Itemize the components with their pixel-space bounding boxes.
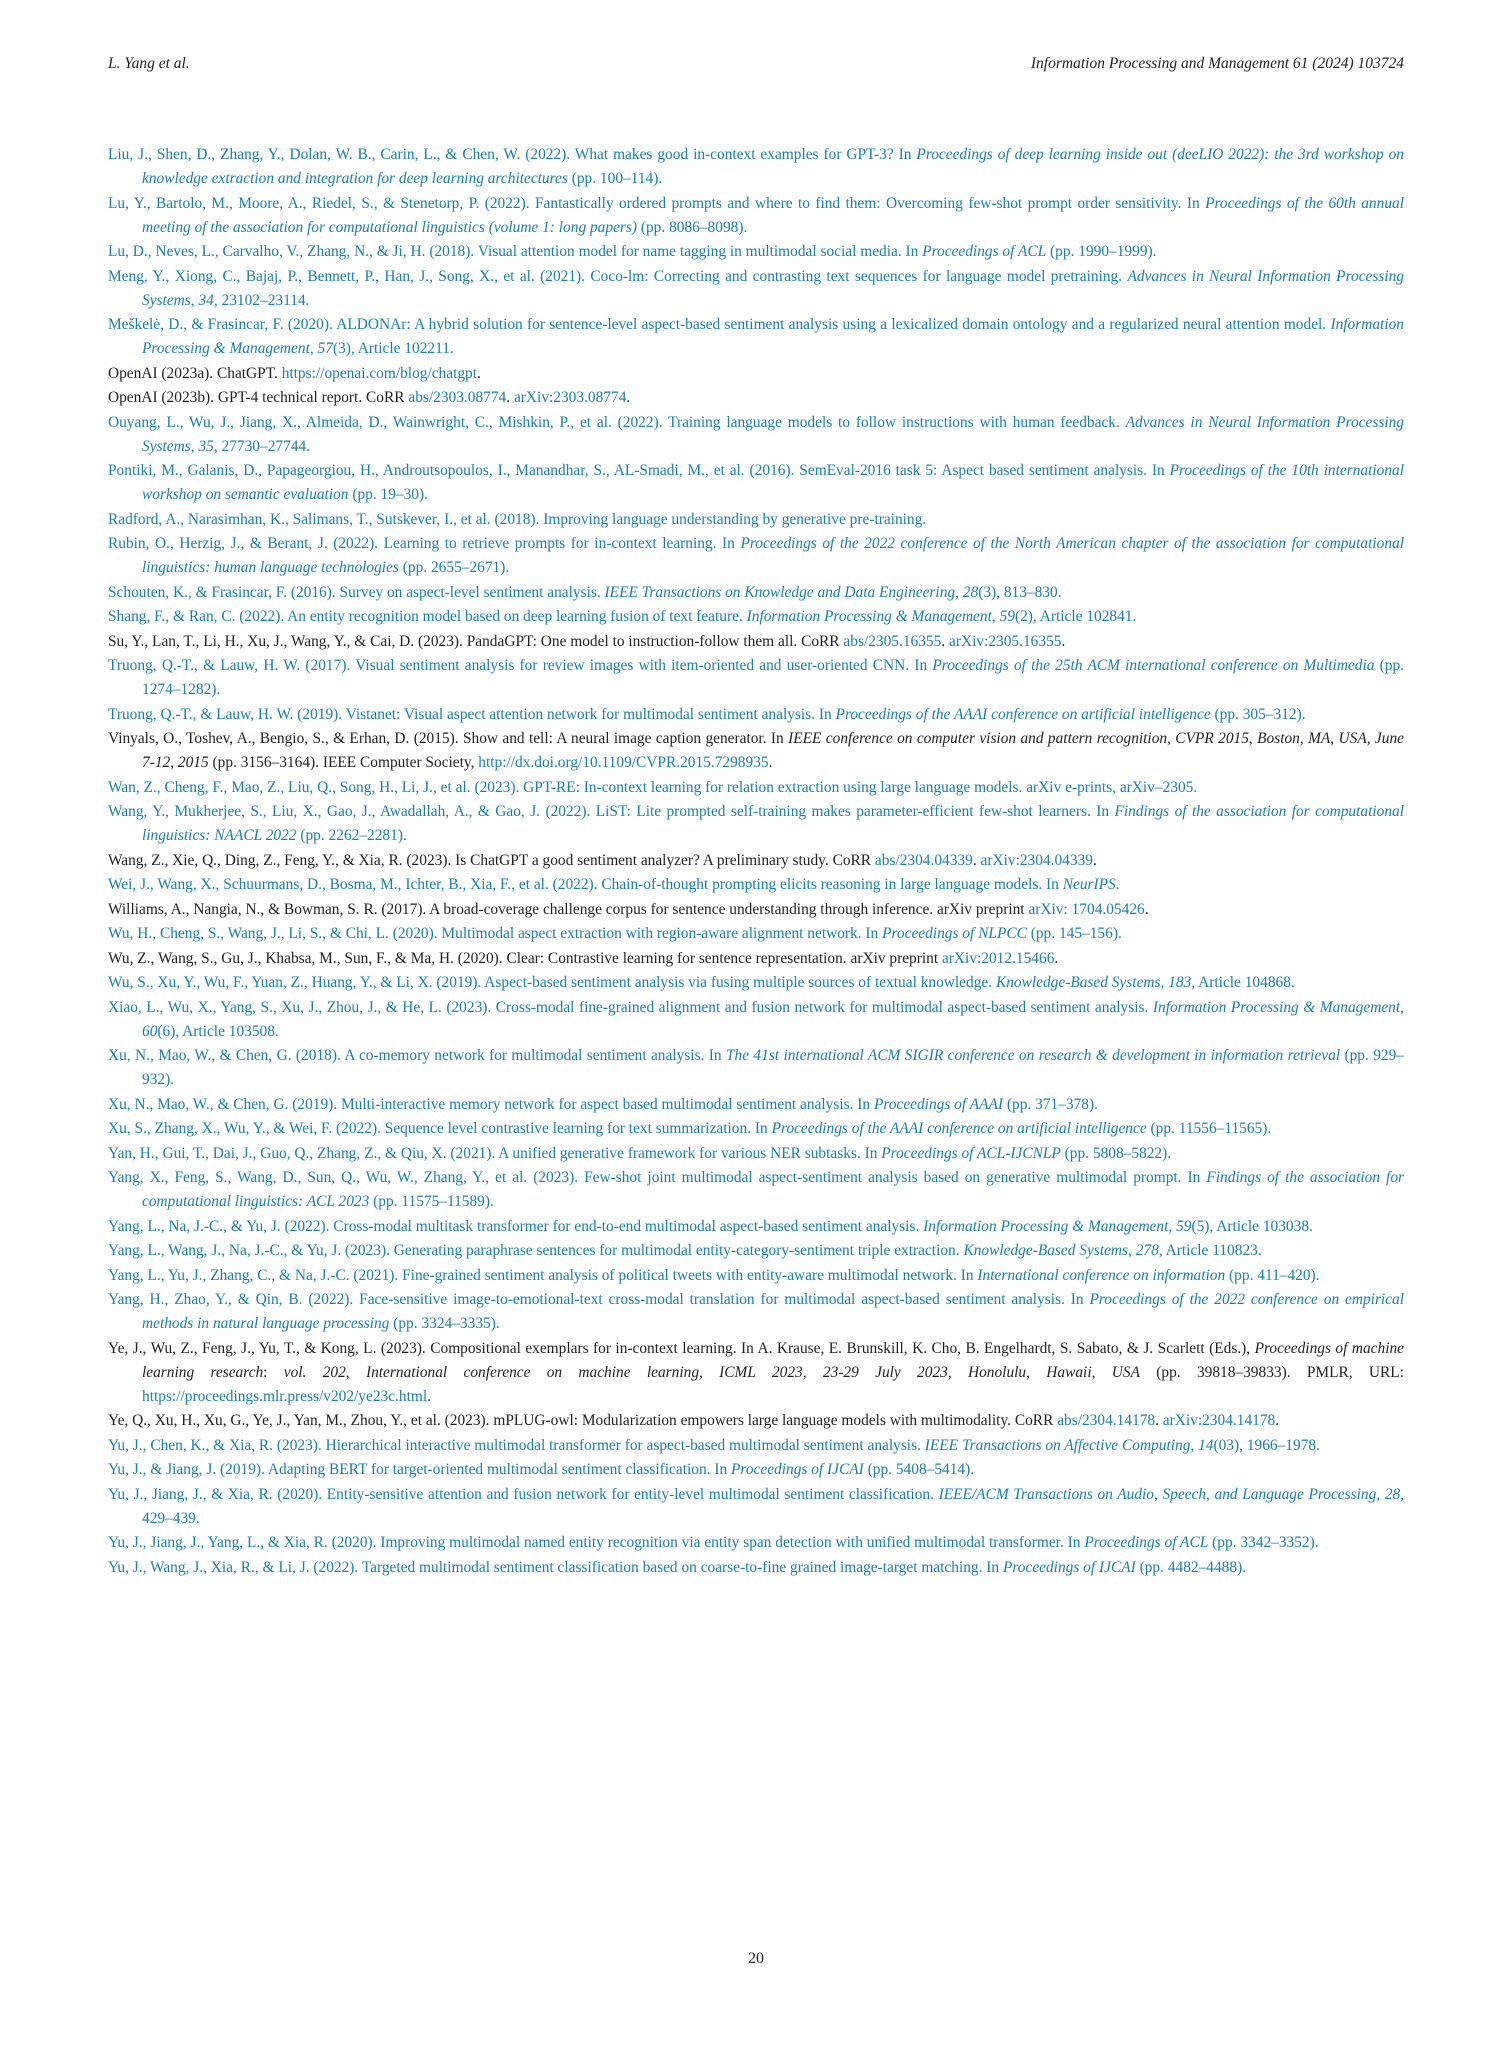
reference-text: Liu, J., Shen, D., Zhang, Y., Dolan, W. B., Carin, L., & Chen, W. (2022). What makes good in-context examples for GPT-3? In [108,146,917,163]
reference-entry[interactable] [108,1117,1404,1141]
reference-entry[interactable] [108,971,1404,995]
reference-text: (pp. 100–114). [567,170,663,187]
reference-text: Ye, Q., Xu, H., Xu, G., Ye, J., Yan, M., Zhou, Y., et al. (2023). mPLUG-owl: Modularization empowers large language models with multimodality. CoRR [108,1412,1058,1429]
reference-entry [108,630,1404,654]
reference-text: Xu, S., Zhang, X., Wu, Y., & Wei, F. (2022). Sequence level contrastive learning for text summarization. In [108,1120,772,1137]
reference-text: , 23102–23114. [213,291,310,309]
reference-italic-text: NeurIPS [1062,876,1116,893]
reference-text: Ouyang, L., Wu, J., Jiang, X., Almeida, D., Wainwright, C., Mishkin, P., et al. (2022). Training language models to follow instructions with human feedback. [108,413,1126,431]
reference-entry[interactable] [108,1458,1404,1482]
reference-entry [108,386,1404,410]
reference-text: (pp. 2655–2671). [398,559,510,576]
reference-text: Williams, A., Nangia, N., & Bowman, S. R. (2017). A broad-coverage challenge corpus for sentence understanding through inference. arXiv preprint [108,900,1029,918]
reference-text: . [768,754,773,771]
reference-text: . [427,1387,431,1405]
reference-italic-text: Proceedings of ACL-IJCNLP [881,1144,1061,1162]
reference-italic-text: vol. 202, International conference on machine learning, ICML 2023, 23-29 July 2023, Honolulu, Hawaii, USA [283,1363,1140,1381]
reference-text: Lu, D., Neves, L., Carvalho, V., Zhang, N., & Ji, H. (2018). Visual attention model for name tagging in multimodal social media. In [108,243,923,260]
reference-link[interactable]: arXiv:2012.15466 [941,949,1055,967]
reference-italic-text: Proceedings of the AAAI conference on artificial intelligence [835,705,1211,723]
reference-entry[interactable] [108,1166,1404,1214]
reference-text: . [506,389,514,406]
reference-link[interactable]: abs/2304.04339 [874,851,973,869]
reference-text: (pp. 4482–4488). [1135,1558,1247,1576]
header-authors: L. Yang et al. [108,55,190,72]
reference-entry[interactable] [108,508,1404,532]
reference-entry[interactable] [108,1434,1404,1458]
reference-italic-text: 59 [999,608,1015,625]
reference-text: Wu, S., Xu, Y., Wu, F., Yuan, Z., Huang, Y., & Li, X. (2019). Aspect-based sentiment analysis via fusing multiple sources of textual knowledge. [108,974,996,991]
reference-italic-text: Proceedings of the 60th annual meeting of the association for computational linguistics (volume 1: long papers) [142,194,1404,236]
reference-text: . [1144,900,1149,918]
reference-italic-text: Proceedings of AAAI [873,1095,1004,1113]
reference-italic-text: 183 [1168,974,1192,991]
reference-link[interactable]: arXiv: 1704.05426 [1028,900,1145,918]
reference-entry[interactable] [108,411,1404,459]
reference-text: , 27730–27744. [213,437,311,455]
reference-text: Wan, Z., Cheng, F., Mao, Z., Liu, Q., Song, H., Li, J., et al. (2023). GPT-RE: In-context learning for relation extraction using large language models. arXiv e-prints, arXiv–2305. [108,778,1198,796]
reference-text: Truong, Q.-T., & Lauw, H. W. (2017). Visual sentiment analysis for review images with item-oriented and user-oriented CNN. In [108,657,933,674]
page-number: 20 [748,1950,764,1967]
reference-text: , [190,291,199,309]
reference-text: (pp. 3324–3335). [389,1315,500,1332]
reference-italic-text: Information Processing & Management [746,608,992,625]
reference-entry[interactable] [108,800,1404,848]
reference-text: (pp. 929–932). [142,1047,1404,1088]
reference-list [108,143,1404,1580]
reference-text: (5), Article 103038. [1191,1217,1313,1235]
reference-entry [108,1337,1404,1409]
reference-italic-text: 35 [198,437,214,455]
running-header [108,55,1404,83]
reference-text: (2), Article 102841. [1014,608,1137,625]
reference-text: Yang, L., Na, J.-C., & Yu, J. (2022). Cross-modal multitask transformer for end-to-end multimodal aspect-based sentiment analysis. [108,1217,924,1235]
reference-text: , [309,340,318,357]
reference-link[interactable]: http://dx.doi.org/10.1109/CVPR.2015.7298935 [478,754,769,771]
reference-text: OpenAI (2023a). ChatGPT. [108,364,282,382]
reference-entry[interactable] [108,1288,1404,1336]
reference-entry[interactable] [108,1531,1404,1555]
reference-italic-text: Proceedings of the 25th ACM international conference on Multimedia [932,657,1375,674]
reference-text: Su, Y., Lan, T., Li, H., Xu, J., Wang, Y., & Cai, D. (2023). PandaGPT: One model to instruction-follow them all. CoRR [108,632,844,650]
reference-entry [108,362,1404,386]
reference-italic-text: Advances in Neural Information Processing Systems [142,267,1404,309]
reference-link[interactable]: arXiv:2305.16355 [949,632,1062,650]
reference-entry[interactable] [108,873,1404,897]
reference-italic-text: The 41st international ACM SIGIR conference on research & development in information retrieval [725,1047,1341,1064]
reference-entry[interactable] [108,532,1404,580]
reference-text: Lu, Y., Bartolo, M., Moore, A., Riedel, S., & Stenetorp, P. (2022). Fantastically ordered prompts and where to find them: Overcoming few-shot prompt order sensitivity. In [108,194,1206,212]
reference-link[interactable]: arXiv:2304.14178 [1162,1412,1276,1429]
reference-italic-text: Knowledge-Based Systems [963,1242,1129,1259]
reference-italic-text: IEEE conference on computer vision and pattern recognition, CVPR 2015, Boston, MA, USA, June 7-12, 2015 [142,730,1404,771]
reference-entry[interactable] [108,1093,1404,1117]
reference-italic-text: Proceedings of the AAAI conference on artificial intelligence [771,1120,1147,1137]
reference-entry[interactable] [108,143,1404,191]
reference-text: Wu, Z., Wang, S., Gu, J., Khabsa, M., Sun, F., & Ma, H. (2020). Clear: Contrastive learning for sentence representation. arXiv preprint [108,949,942,967]
reference-italic-text: 14 [1198,1436,1214,1454]
reference-text: Wang, Z., Xie, Q., Ding, Z., Feng, Y., & Xia, R. (2023). Is ChatGPT a good sentiment analyzer? A preliminary study. CoRR [108,851,875,869]
reference-entry[interactable] [108,265,1404,313]
reference-text: : [263,1363,284,1381]
reference-text: Wu, H., Cheng, S., Wang, J., Li, S., & Chi, L. (2020). Multimodal aspect extraction with region-aware alignment network. In [108,925,883,942]
reference-text: (pp. 1274–1282). [142,657,1405,698]
reference-link[interactable]: abs/2304.14178 [1057,1412,1156,1429]
reference-entry [108,849,1404,873]
reference-entry[interactable] [108,240,1404,264]
reference-text: Rubin, O., Herzig, J., & Berant, J. (2022). Learning to retrieve prompts for in-context learning. In [108,535,741,552]
reference-entry[interactable] [108,581,1404,605]
reference-text: (pp. 1990–1999). [1046,243,1157,260]
reference-italic-text: 278 [1135,1242,1159,1259]
reference-italic-text: International conference on information [977,1266,1226,1284]
reference-text: Xiao, L., Wu, X., Yang, S., Xu, J., Zhou, J., & He, L. (2023). Cross-modal fine-grained alignment and fusion network for multimodal aspect-based sentiment analysis. [108,998,1153,1016]
reference-text: , [955,583,963,601]
reference-entry[interactable] [108,922,1404,946]
reference-italic-text: 28 [1384,1485,1401,1503]
reference-text: Yang, X., Feng, S., Wang, D., Sun, Q., Wu, W., Zhang, Y., et al. (2023). Few-shot joint multimodal aspect-sentiment analysis based on generative multimodal prompt. In [108,1169,1207,1186]
reference-text: , Article 104868. [1191,974,1295,991]
reference-text: , Article 110823. [1158,1242,1262,1259]
reference-text: (pp. 2262–2281). [296,827,407,844]
reference-italic-text: 59 [1176,1217,1192,1235]
header-journal: Information Processing and Management 61 (2024) 103724 [1030,55,1404,72]
reference-entry[interactable] [108,996,1404,1044]
reference-italic-text: Proceedings of IJCAI [731,1461,864,1478]
reference-entry[interactable] [108,1264,1404,1288]
reference-entry[interactable] [108,1239,1404,1263]
reference-text: Yu, J., Jiang, J., Yang, L., & Xia, R. (2020). Improving multimodal named entity recognition via entity span detection with unified multimodal transformer. In [108,1534,1085,1551]
reference-link[interactable]: https://openai.com/blog/chatgpt [281,364,478,382]
reference-text: (pp. 19–30). [348,486,428,503]
reference-italic-text: Advances in Neural Information Processing Systems [142,413,1404,455]
reference-text: Meškelė, D., & Frasincar, F. (2020). ALDONAr: A hybrid solution for sentence-level aspect-based sentiment analysis using a lexicalized domain ontology and a regularized neural attention model. [108,316,1331,333]
reference-text: , [1400,998,1404,1016]
reference-italic-text: 57 [317,340,333,357]
reference-text: Vinyals, O., Toshev, A., Bengio, S., & Erhan, D. (2015). Show and tell: A neural image caption generator. In [108,730,789,747]
reference-text: Yu, J., Jiang, J., & Xia, R. (2020). Entity-sensitive attention and fusion network for entity-level multimodal sentiment classification. [108,1485,939,1503]
reference-text: Yu, J., Wang, J., Xia, R., & Li, J. (2022). Targeted multimodal sentiment classification based on coarse-to-fine grained image-target matching. In [108,1558,1003,1576]
reference-text: (6), Article 103508. [157,1022,279,1040]
reference-italic-text: Proceedings of NLPCC [882,925,1027,942]
reference-text: Yang, L., Wang, J., Na, J.-C., & Yu, J. (2023). Generating paraphrase sentences for multimodal entity-category-sentiment triple extraction. [108,1242,964,1259]
reference-link[interactable]: abs/2305.16355 [843,632,942,650]
reference-entry[interactable] [108,1483,1404,1531]
reference-text: Yu, J., Chen, K., & Xia, R. (2023). Hierarchical interactive multimodal transformer for aspect-based multimodal sentiment analysis. [108,1436,925,1454]
reference-text: Pontiki, M., Galanis, D., Papageorgiou, H., Androutsopoulos, I., Manandhar, S., AL-Smadi, M., et al. (2016). SemEval-2016 task 5: Aspect based sentiment analysis. In [108,462,1170,479]
reference-entry[interactable] [108,313,1404,361]
reference-text: , [190,437,199,455]
reference-text: Xu, N., Mao, W., & Chen, G. (2018). A co-memory network for multimodal sentiment analysis. In [108,1047,726,1064]
reference-text: (pp. 3342–3352). [1208,1534,1319,1551]
reference-text: . [477,364,481,382]
reference-italic-text: Findings of the association for computational linguistics: ACL 2023 [142,1169,1405,1210]
reference-text: . [1155,1412,1163,1429]
reference-text: (pp. 305–312). [1210,705,1306,723]
reference-text: Shang, F., & Ran, C. (2022). An entity recognition model based on deep learning fusion of text feature. [108,608,747,625]
reference-entry[interactable] [108,1044,1404,1092]
reference-italic-text: Information Processing & Management [923,1217,1169,1235]
reference-italic-text: Findings of the association for computational linguistics: NAACL 2022 [142,803,1404,844]
reference-italic-text: IEEE Transactions on Affective Computing [924,1436,1191,1454]
reference-text: Wang, Y., Mukherjee, S., Liu, X., Gao, J., Awadallah, A., & Gao, J. (2022). LiST: Lite prompted self-training makes parameter-efficient few-shot learners. In [108,803,1115,820]
reference-text: (pp. 371–378). [1003,1095,1098,1113]
reference-italic-text: Proceedings of ACL [922,243,1047,260]
reference-entry[interactable] [108,654,1404,702]
reference-text: . [941,632,950,650]
reference-text: (pp. 11556–11565). [1146,1120,1272,1137]
reference-italic-text: IEEE/ACM Transactions on Audio, Speech, and Language Processing [938,1485,1377,1503]
reference-text: . [1061,632,1066,650]
reference-text: Meng, Y., Xiong, C., Bajaj, P., Bennett, P., Han, J., Song, X., et al. (2021). Coco-lm: Correcting and contrasting text sequences for language model pretraining. [108,267,1128,285]
reference-italic-text: Proceedings of the 2022 conference of the North American chapter of the association for computational linguistics: human language technologies [142,535,1404,576]
reference-entry [108,947,1404,971]
reference-text: OpenAI (2023b). GPT-4 technical report. CoRR [108,389,409,406]
reference-text: . [1092,851,1097,869]
reference-italic-text: Information Processing & Management [142,316,1404,357]
reference-text: (3), Article 102211. [332,340,454,357]
reference-text: (pp. 5408–5414). [863,1461,975,1478]
reference-entry [108,898,1404,922]
reference-text: . [1115,876,1120,893]
reference-text: (pp. 11575–11589). [369,1193,494,1210]
reference-text: , [1168,1217,1177,1235]
reference-text: . [626,389,631,406]
reference-italic-text: Proceedings of the 2022 conference on empirical methods in natural language processing [142,1291,1405,1332]
reference-entry[interactable] [108,605,1404,629]
reference-text: Yang, L., Yu, J., Zhang, C., & Na, J.-C. (2021). Fine-grained sentiment analysis of political tweets with entity-aware multimodal network. In [108,1266,978,1284]
reference-text: Yan, H., Gui, T., Dai, J., Guo, Q., Zhang, Z., & Qiu, X. (2021). A unified generative framework for various NER subtasks. In [108,1144,882,1162]
reference-italic-text: Proceedings of IJCAI [1002,1558,1136,1576]
reference-text: Wei, J., Wang, X., Schuurmans, D., Bosma, M., Ichter, B., Xia, F., et al. (2022). Chain-of-thought prompting elicits reasoning in large language models. In [108,876,1063,893]
reference-text: , [1376,1485,1385,1503]
reference-text: Xu, N., Mao, W., & Chen, G. (2019). Multi-interactive memory network for aspect based multimodal sentiment analysis. In [108,1095,874,1113]
reference-text: , [1190,1436,1199,1454]
reference-text: . [1275,1412,1280,1429]
reference-text: , 429–439. [142,1485,1404,1527]
reference-text: . [1054,949,1059,967]
reference-text: , [1160,974,1169,991]
reference-text: (pp. 3156–3164). IEEE Computer Society, [208,754,479,771]
reference-link[interactable]: arXiv:2304.04339 [980,851,1093,869]
reference-italic-text: 34 [198,291,214,309]
reference-text: (pp. 5808–5822). [1060,1144,1172,1162]
reference-italic-text: 28 [962,583,979,601]
reference-italic-text: Knowledge-Based Systems [995,974,1161,991]
reference-text: Yu, J., & Jiang, J. (2019). Adapting BERT for target-oriented multimodal sentiment classification. In [108,1461,732,1478]
reference-italic-text: Proceedings of ACL [1084,1534,1209,1551]
reference-link[interactable]: https://proceedings.mlr.press/v202/ye23c.html [142,1387,428,1405]
reference-entry[interactable] [108,703,1404,727]
reference-text: Ye, J., Wu, Z., Feng, J., Yu, T., & Kong, L. (2023). Compositional exemplars for in-context learning. In A. Krause, E. Brunskill, K. Cho, B. Engelhardt, S. Sabato, & J. Scarlett (Eds.), [108,1339,1255,1357]
reference-italic-text: Proceedings of deep learning inside out (deeLIO 2022): the 3rd workshop on knowledge extraction and integration for deep learning architectures [142,146,1404,187]
reference-italic-text: Proceedings of the 10th international workshop on semantic evaluation [142,462,1404,503]
reference-text: Yang, H., Zhao, Y., & Qin, B. (2022). Face-sensitive image-to-emotional-text cross-modal translation for multimodal aspect-based sentiment analysis. In [108,1291,1090,1308]
reference-entry[interactable] [108,1215,1404,1239]
reference-text: . [972,851,981,869]
reference-italic-text: 60 [142,1022,158,1040]
reference-text: (pp. 145–156). [1026,925,1122,942]
reference-text: , [991,608,1000,625]
reference-entry [108,1409,1404,1433]
reference-italic-text: IEEE Transactions on Knowledge and Data Engineering [604,583,956,601]
reference-text: (03), 1966–1978. [1213,1436,1320,1454]
reference-entry[interactable] [108,459,1404,507]
reference-text: (pp. 411–420). [1225,1266,1320,1284]
reference-entry [108,727,1404,775]
reference-text: Truong, Q.-T., & Lauw, H. W. (2019). Vistanet: Visual aspect attention network for multimodal sentiment analysis. In [108,705,836,723]
reference-entry[interactable] [108,192,1404,240]
reference-text: (3), 813–830. [978,583,1062,601]
reference-text: (pp. 8086–8098). [637,218,748,236]
reference-italic-text: Proceedings of machine learning research [142,1339,1404,1381]
reference-entry[interactable] [108,1556,1404,1580]
reference-link[interactable]: abs/2303.08774 [408,389,507,406]
reference-text: Schouten, K., & Frasincar, F. (2016). Survey on aspect-level sentiment analysis. [108,583,605,601]
reference-entry[interactable] [108,1142,1404,1166]
reference-text: Radford, A., Narasimhan, K., Salimans, T., Sutskever, I., et al. (2018). Improving language understanding by generative pre-training. [108,510,927,528]
reference-link[interactable]: arXiv:2303.08774 [513,389,627,406]
reference-text: (pp. 39818–39833). PMLR, URL: [1139,1363,1404,1381]
reference-entry[interactable] [108,776,1404,800]
reference-text: , [1128,1242,1136,1259]
reference-italic-text: Information Processing & Management [1152,998,1401,1016]
